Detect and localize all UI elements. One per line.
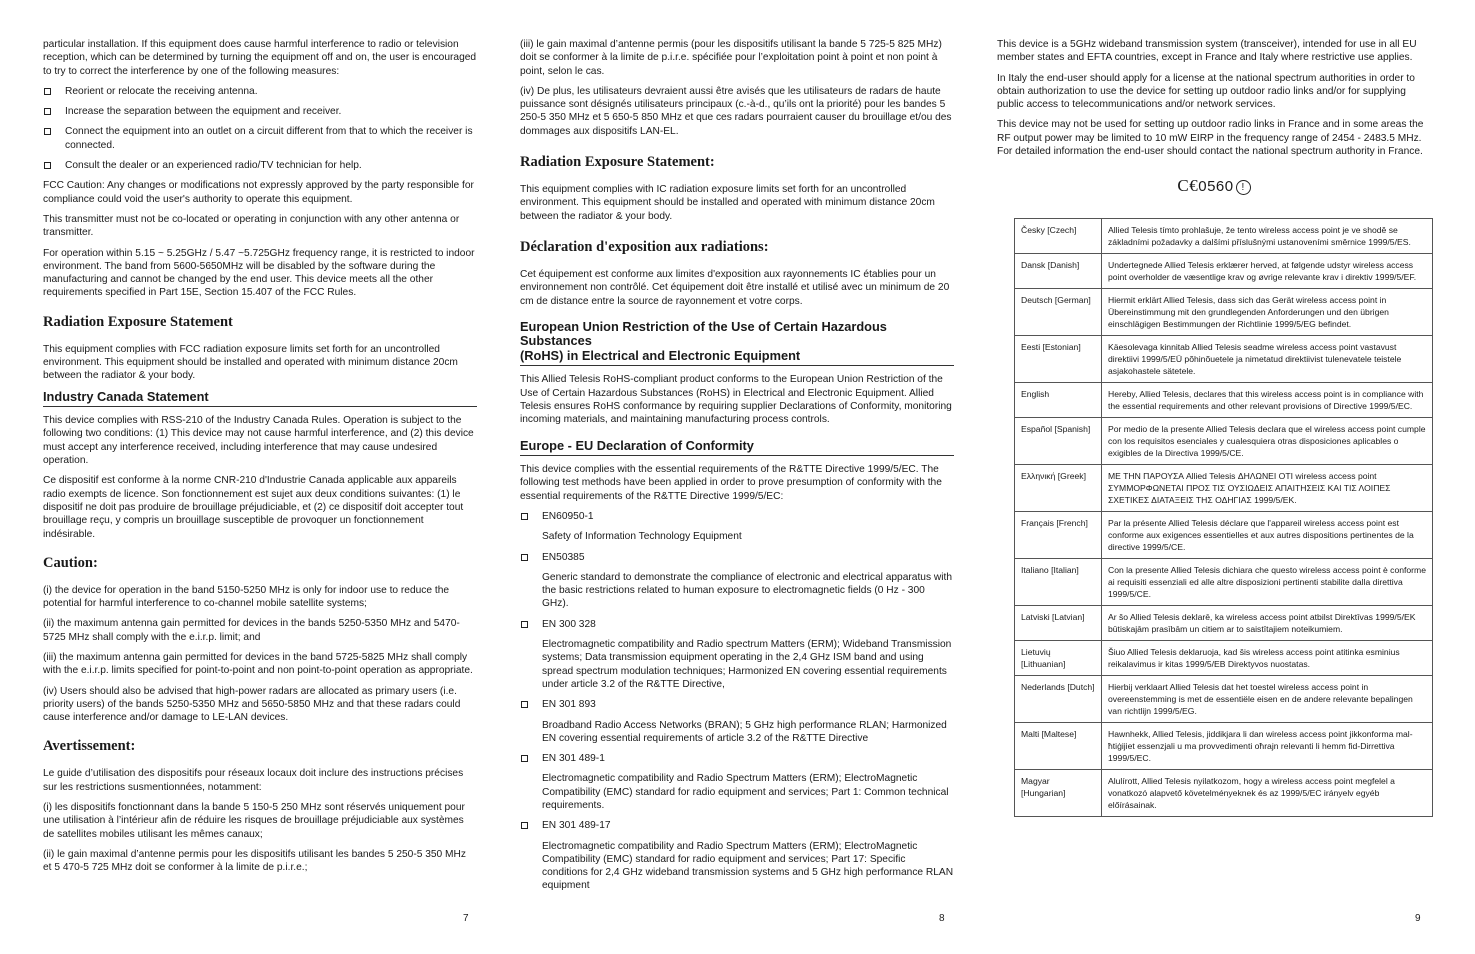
language-cell: Dansk [Danish]	[1015, 254, 1102, 289]
standard-code: EN 301 489-1	[542, 753, 605, 765]
bullet-item	[43, 159, 477, 172]
bullet-text: Consult the dealer or an experienced radio/TV technician for help.	[65, 160, 362, 172]
standard-code: EN 301 893	[542, 699, 596, 711]
avertissement-item: (i) les dispositifs fonctionnant dans la bande 5 150-5 250 MHz sont réservés uniquement pour une utilisation à l’intérieur afin de réduire les risques de brouillage préjudiciable aux systèmes de satellites mobiles utilisant les mêmes canaux;	[43, 802, 465, 840]
standard-code: EN60950-1	[542, 510, 594, 522]
language-cell: Latviski [Latvian]	[1015, 606, 1102, 641]
table-row	[1015, 383, 1433, 418]
standard-code: EN 300 328	[542, 618, 596, 630]
avertissement-item: (ii) le gain maximal d’antenne permis pour les dispositifs utilisant les bandes 5 250-5 350 MHz et 5 470-5 725 MHz doit se conformer à la limite de p.i.r.e.;	[43, 848, 466, 874]
language-cell: Italiano [Italian]	[1015, 559, 1102, 606]
table-row	[1015, 559, 1433, 606]
checkbox-bullet-icon	[44, 128, 51, 135]
avertissement-intro: Le guide d’utilisation des dispositifs pour réseaux locaux doit inclure des instructions précises sur les restrictions susmentionnées, notamment:	[43, 768, 464, 793]
italy-paragraph: In Italy the end-user should apply for a license at the national spectrum authorities in order to obtain authorization to use the device for setting up outdoor radio links and/or for supplying public access to telecommunications and/or network services.	[997, 72, 1415, 111]
declarations-table	[1014, 218, 1433, 817]
standard-description: Electromagnetic compatibility and Radio Spectrum Matters (ERM); ElectroMagnetic Compatibility (EMC) standard for radio equipment and services; Part 17: Specific conditions for 2,4 GHz wideband transmission systems and 5 GHz high performance RLAN equipment	[542, 840, 954, 892]
ce-logo: C€	[1177, 176, 1199, 196]
language-cell: Nederlands [Dutch]	[1015, 676, 1102, 723]
table-row	[1015, 465, 1433, 512]
ce-notified-body-number: 0560	[1198, 178, 1234, 196]
declaration-text-cell: Par la présente Allied Telesis déclare que l'appareil wireless access point est conforme aux exigences essentielles et aux autres dispositions pertinentes de la directive 1999/5/CE.	[1102, 512, 1433, 559]
standard-item	[520, 551, 954, 564]
standard-description: Electromagnetic compatibility and Radio spectrum Matters (ERM); Wideband Transmission systems; Data transmission equipment operating in the 2,4 GHz ISM band and using spread spectrum modulation techniques; Harmonized EN covering essential requirements under article 3.2 of the R&TTE Directive,	[542, 639, 952, 690]
language-cell: Lietuvių [Lithuanian]	[1015, 641, 1102, 676]
table-row	[1015, 289, 1433, 336]
declaration-paragraph: Cet équipement est conforme aux limites d'exposition aux rayonnements IC établies pour un environnement non contrôlé. Cet équipement doit être installé et utilisé avec un minimum de 20 cm de distance entre la source de rayonnement et votre corps.	[520, 268, 950, 307]
fcc-caution-paragraph: FCC Caution: Any changes or modifications not expressly approved by the party responsible for compliance could void the user's authority to operate this equipment.	[43, 180, 474, 205]
table-row	[1015, 254, 1433, 289]
bullet-text: Connect the equipment into an outlet on a circuit different from that to which the receiver is connected.	[65, 126, 473, 151]
caution-item: (ii) the maximum antenna gain permitted for devices in the bands 5250-5350 MHz and 5470-5725 MHz shall comply with the e.i.r.p. limit; and	[43, 618, 460, 643]
avertissement-heading: Avertissement:	[43, 738, 136, 755]
ic-paragraph-fr: Ce dispositif est conforme à la norme CNR-210 d'Industrie Canada applicable aux appareils radio exempts de licence. Son fonctionnement est sujet aux deux conditions suivantes: (1) le dispositif ne doit pas produire de brouillage préjudiciable, et (2) ce dispositif doit accepter tout brouillage reçu, y compris un brouillage susceptible de provoquer un fonctionnement indésirable.	[43, 475, 464, 540]
declaration-text-cell: Allied Telesis tímto prohlašuje, že tento wireless access point je ve shodě se základními požadavky a dalšími příslušnými ustanoveními směrnice 1999/5/ES.	[1102, 219, 1433, 254]
checkbox-bullet-icon	[521, 822, 528, 829]
standard-description: Generic standard to demonstrate the compliance of electronic and electrical apparatus with the basic restrictions related to human exposure to electromagnetic fields (0 Hz - 300 GHz).	[542, 571, 952, 610]
radiation-heading: Radiation Exposure Statement:	[520, 154, 715, 171]
declaration-text-cell: ΜΕ ΤΗΝ ΠΑΡΟΥΣΑ Allied Telesis ΔΗΛΩΝΕΙ ΟΤΙ wireless access point ΣΥΜΜΟΡΦΩΝΕΤΑΙ ΠΡΟΣ ΤΙΣ ΟΥΣΙΩΔΕΙΣ ΑΠΑΙΤΗΣΕΙΣ ΚΑΙ ΤΙΣ ΛΟΙΠΕΣ ΣΧΕΤΙΚΕΣ ΔΙΑΤΑΞΕΙΣ ΤΗΣ ΟΔΗΓΙΑΣ 1999/5/ΕΚ.	[1102, 465, 1433, 512]
radiation-heading: Radiation Exposure Statement	[43, 313, 233, 330]
bullet-text: Reorient or relocate the receiving antenna.	[65, 85, 258, 97]
checkbox-bullet-icon	[521, 755, 528, 762]
standard-item	[520, 618, 954, 631]
declaration-text-cell: Käesolevaga kinnitab Allied Telesis seadme wireless access point vastavust direktiivi 1999/5/EÜ põhinõuetele ja nimetatud direktiivist tulenevatele teistele asjakohastele sätetele.	[1102, 336, 1433, 383]
bullet-item	[43, 85, 477, 98]
rohs-paragraph: This Allied Telesis RoHS-compliant product conforms to the European Union Restriction of the Use of Certain Hazardous Substances (RoHS) in Electrical and Electronic Equipment. Allied Telesis ensures RoHS conformance by requiring supplier Declarations of Conformity, monitoring incoming materials, and maintaining manufacturing process controls.	[520, 374, 952, 426]
table-row	[1015, 770, 1433, 817]
checkbox-bullet-icon	[521, 701, 528, 708]
checkbox-bullet-icon	[44, 88, 51, 95]
avertissement-item: (iv) De plus, les utilisateurs devraient aussi être avisés que les utilisateurs de radars de haute puissance sont désignés utilisateurs principaux (c.-à-d., qu’ils ont la priorité) pour les bandes 5 250-5 350 MHz et 5 650-5 850 MHz et que ces radars pourraient causer du brouillage et/ou des dommages aux dispositifs LAN-EL.	[520, 85, 952, 137]
standard-item	[520, 698, 954, 711]
language-cell: Česky [Czech]	[1015, 219, 1102, 254]
rohs-heading	[520, 320, 954, 367]
colocation-paragraph: This transmitter must not be co-located or operating in conjunction with any other antenna or transmitter.	[43, 213, 460, 239]
alert-icon: !	[1236, 180, 1251, 195]
fcc-intro-paragraph: particular installation. If this equipment does cause harmful interference to radio or television reception, which can be determined by turning the equipment off and on, the user is encouraged to try to correct the interference by one of the following measures:	[43, 39, 477, 77]
page-8-column	[520, 38, 954, 900]
page-number: 7	[463, 913, 469, 924]
declaration-text-cell: Ar šo Allied Telesis deklarē, ka wireless access point atbilst Direktīvas 1999/5/EK būtiskajām prasībām un citiem ar to saistītajiem noteikumiem.	[1102, 606, 1433, 641]
table-row	[1015, 676, 1433, 723]
checkbox-bullet-icon	[521, 621, 528, 628]
checkbox-bullet-icon	[44, 108, 51, 115]
table-row	[1015, 418, 1433, 465]
checkbox-bullet-icon	[521, 513, 528, 520]
avertissement-item: (iii) le gain maximal d’antenne permis (pour les dispositifs utilisant la bande 5 725-5 825 MHz) doit se conformer à la limite de p.i.r.e. spécifiée pour l’exploitation point à point et non point à point, selon le cas.	[520, 39, 942, 77]
eu-conformity-heading: Europe - EU Declaration of Conformity	[520, 439, 954, 457]
language-cell: Deutsch [German]	[1015, 289, 1102, 336]
eu-usage-paragraph: This device is a 5GHz wideband transmission system (transceiver), intended for use in all EU member states and EFTA countries, except in France and Italy where restrictive use applies.	[997, 39, 1417, 64]
declaration-text-cell: Šiuo Allied Telesis deklaruoja, kad šis wireless access point atitinka esminius reikalavimus ir kitas 1999/5/EB Direktyvos nuostatas.	[1102, 641, 1433, 676]
standard-item	[520, 510, 954, 523]
caution-item: (iii) the maximum antenna gain permitted for devices in the band 5725-5825 MHz shall comply with the e.i.r.p. limits specified for point-to-point and non point-to-point operation as appropriate.	[43, 652, 473, 677]
checkbox-bullet-icon	[44, 162, 51, 169]
declaration-text-cell: Por medio de la presente Allied Telesis declara que el wireless access point cumple con los requisitos esenciales y cualesquiera otras disposiciones aplicables o exigibles de la Directiva 1999/5/CE.	[1102, 418, 1433, 465]
frequency-paragraph: For operation within 5.15 ~ 5.25GHz / 5.47 ~5.725GHz frequency range, it is restricted to indoor environment. The band from 5600-5650MHz will be disabled by the software during the manufacturing and cannot be changed by the end user. This device meets all the other requirements specified in Part 15E, Section 15.407 of the FCC Rules.	[43, 247, 475, 299]
ic-radiation-paragraph: This equipment complies with IC radiation exposure limits set forth for an uncontrolled environment. This equipment should be installed and operated with minimum distance 20cm between the radiator & your body.	[520, 184, 935, 222]
table-row	[1015, 512, 1433, 559]
standard-code: EN 301 489-17	[542, 820, 611, 832]
caution-item: (i) the device for operation in the band 5150-5250 MHz is only for indoor use to reduce the potential for harmful interference to co-channel mobile satellite systems;	[43, 584, 450, 610]
standard-description: Broadband Radio Access Networks (BRAN); 5 GHz high performance RLAN; Harmonized EN covering essential requirements of article 3.2 of the R&TTE Directive	[542, 719, 947, 744]
radiation-paragraph: This equipment complies with FCC radiation exposure limits set forth for an uncontrolled environment. This equipment should be installed and operated with minimum distance 20cm between the radiator & your body.	[43, 343, 458, 382]
language-cell: English	[1015, 383, 1102, 418]
caution-item: (iv) Users should also be advised that high-power radars are allocated as primary users (i.e. priority users) of the bands 5250-5350 MHz and 5650-5850 MHz and that these radars could cause interference and/or damage to LE-LAN devices.	[43, 685, 461, 724]
table-row	[1015, 336, 1433, 383]
language-cell: Español [Spanish]	[1015, 418, 1102, 465]
table-row	[1015, 219, 1433, 254]
bullet-item	[43, 105, 477, 118]
caution-heading: Caution:	[43, 554, 98, 571]
table-row	[1015, 606, 1433, 641]
declaration-text-cell: Hierbij verklaart Allied Telesis dat het toestel wireless access point in overeenstemming is met de essentiële eisen en de andere relevante bepalingen van richtlijn 1999/5/EG.	[1102, 676, 1433, 723]
page-7-column	[43, 38, 477, 882]
page-9-column	[997, 38, 1431, 817]
standard-code: EN50385	[542, 551, 585, 563]
page-number: 8	[939, 913, 945, 924]
declaration-text-cell: Alulírott, Allied Telesis nyilatkozom, hogy a wireless access point megfelel a vonatkozó alapvető követelményeknek és az 1999/5/EC irányelv egyéb előírásainak.	[1102, 770, 1433, 817]
standard-item	[520, 819, 954, 832]
language-cell: Ελληνική [Greek]	[1015, 465, 1102, 512]
rohs-heading-line-2: (RoHS) in Electrical and Electronic Equipment	[520, 347, 801, 363]
ce-marking	[997, 176, 1431, 196]
eu-conformity-paragraph: This device complies with the essential requirements of the R&TTE Directive 1999/5/EC. The following test methods have been applied in order to prove presumption of conformity with the essential requirements of the R&TTE Directive 1999/5/EC:	[520, 464, 942, 502]
language-cell: Français [French]	[1015, 512, 1102, 559]
language-cell: Magyar [Hungarian]	[1015, 770, 1102, 817]
declaration-text-cell: Hereby, Allied Telesis, declares that this wireless access point is in compliance with the essential requirements and other relevant provisions of Directive 1999/5/EC.	[1102, 383, 1433, 418]
language-cell: Malti [Maltese]	[1015, 723, 1102, 770]
declaration-text-cell: Con la presente Allied Telesis dichiara che questo wireless access point è conforme ai requisiti essenziali ed alle altre disposizioni pertinenti stabilite dalla direttiva 1999/5/CE.	[1102, 559, 1433, 606]
page-number: 9	[1415, 913, 1421, 924]
declaration-heading: Déclaration d'exposition aux radiations:	[520, 238, 769, 255]
declaration-text-cell: Hiermit erklärt Allied Telesis, dass sich das Gerät wireless access point in Übereinstimmung mit den grundlegenden Anforderungen und den übrigen einschlägigen Bestimmungen der Richtlinie 1999/5/EG befindet.	[1102, 289, 1433, 336]
bullet-item	[43, 125, 477, 152]
standard-description: Safety of Information Technology Equipment	[542, 531, 742, 543]
bullet-text: Increase the separation between the equipment and receiver.	[65, 106, 342, 118]
checkbox-bullet-icon	[521, 554, 528, 561]
table-row	[1015, 723, 1433, 770]
declaration-text-cell: Hawnhekk, Allied Telesis, jiddikjara li dan wireless access point jikkonforma mal-ħtiġijiet essenzjali u ma provvedimenti oħrajn relevanti li hemm fid-Dirrettiva 1999/5/EC.	[1102, 723, 1433, 770]
declaration-text-cell: Undertegnede Allied Telesis erklærer herved, at følgende udstyr wireless access point overholder de væsentlige krav og øvrige relevante krav i direktiv 1999/5/EF.	[1102, 254, 1433, 289]
france-paragraph: This device may not be used for setting up outdoor radio links in France and in some areas the RF output power may be limited to 10 mW EIRP in the frequency range of 2454 - 2483.5 MHz. For detailed information the end-user should contact the national spectrum authority in France.	[997, 119, 1424, 158]
table-row	[1015, 641, 1433, 676]
standard-item	[520, 752, 954, 765]
rohs-heading-line-1: European Union Restriction of the Use of Certain Hazardous Substances	[520, 318, 887, 349]
language-cell: Eesti [Estonian]	[1015, 336, 1102, 383]
ic-paragraph-en: This device complies with RSS-210 of the Industry Canada Rules. Operation is subject to the following two conditions: (1) This device may not cause harmful interference, and (2) this device must accept any interference received, including interference that may cause undesired operation.	[43, 415, 474, 467]
standard-description: Electromagnetic compatibility and Radio Spectrum Matters (ERM); ElectroMagnetic Compatibility (EMC) standard for radio equipment and services; Part 1: Common technical requirements.	[542, 773, 949, 811]
industry-canada-heading: Industry Canada Statement	[43, 390, 477, 408]
